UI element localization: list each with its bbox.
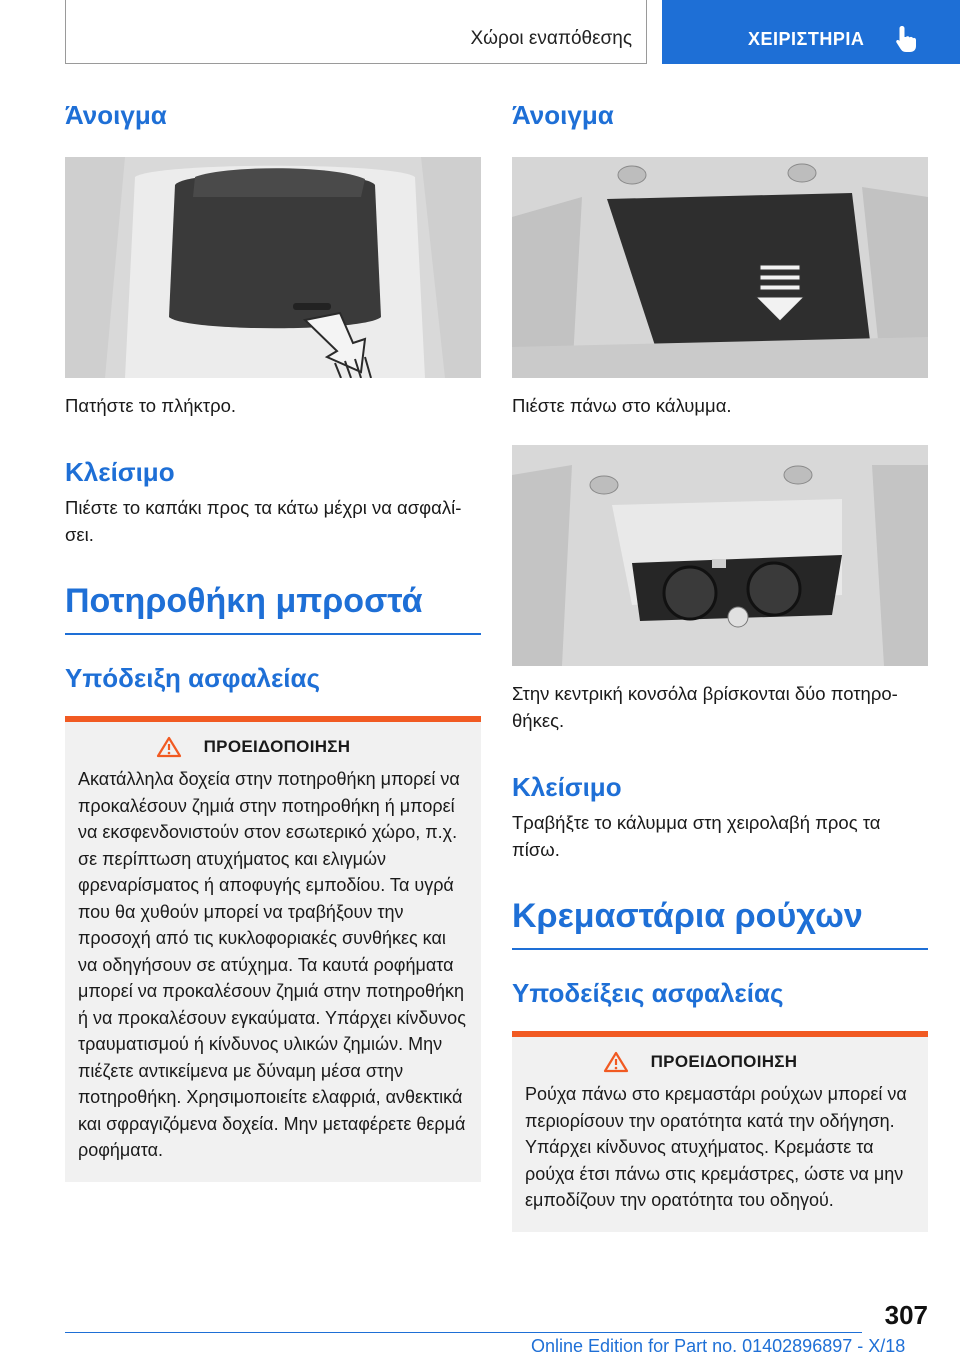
warning-triangle-icon (603, 1051, 629, 1073)
open-caption: Πιέστε πάνω στο κάλυμμα. (512, 395, 732, 416)
open-caption: Πατήστε το πλήκτρο. (65, 395, 237, 416)
warning-triangle-icon (156, 736, 182, 758)
console-cover-illustration (512, 157, 928, 378)
page-number: 307 (884, 1300, 928, 1330)
safety-heading: Υποδείξεις ασφαλείας (512, 978, 784, 1008)
cupholders-svg (512, 445, 928, 666)
warning-title: ΠΡΟΕΙΔΟΠΟΙΗΣΗ (203, 737, 351, 756)
safety-heading: Υπόδειξη ασφαλείας (65, 663, 321, 693)
warning-title: ΠΡΟΕΙΔΟΠΟΙΗΣΗ (650, 1052, 798, 1071)
cupholder-section-title: Ποτηροθήκη μπροστά (65, 582, 423, 620)
armrest-illustration-svg (65, 157, 481, 378)
pointing-hand-icon (894, 24, 922, 54)
cupholders-illustration (512, 445, 928, 666)
open-heading: Άνοιγμα (512, 100, 614, 130)
header-section-title: Χώροι εναπόθεσης (470, 28, 632, 49)
close-heading: Κλείσιμο (512, 772, 622, 802)
close-text: Πιέστε το καπάκι προς τα κάτω μέχρι να ασφαλίσει. (65, 497, 462, 545)
section-rule (65, 633, 481, 635)
open-heading: Άνοιγμα (65, 100, 167, 130)
warning-title-row (78, 736, 468, 758)
close-heading: Κλείσιμο (65, 457, 175, 487)
header-chapter-tab[interactable] (662, 0, 960, 64)
header-section-box (65, 0, 647, 64)
armrest-button-illustration (65, 157, 481, 378)
header-chapter-title: ΧΕΙΡΙΣΤΗΡΙΑ (748, 29, 865, 49)
warning-box (65, 716, 481, 1182)
right-column (512, 100, 928, 1232)
clothes-hooks-section-title: Κρεμαστάρια ρούχων (512, 897, 863, 935)
warning-text: Ρούχα πάνω στο κρεμαστάρι ρούχων μπορεί να περιορίσουν την ορατότητα κατά την οδήγηση. Υπάρχει κίνδυνος ατυχήματος. Κρεμάστε τα ρούχα έτσι πάνω στις κρεμάστρες, ώστε να μην εμποδίζουν την ορατότητα του οδηγού. (525, 1084, 907, 1210)
console-text: Στην κεντρική κονσόλα βρίσκονται δύο ποτηροθήκες. (512, 683, 898, 731)
warning-text: Ακατάλληλα δοχεία στην ποτηροθήκη μπορεί να προκαλέσουν ζημιά στην ποτηροθήκη ή μπορεί να εκσφενδονιστούν στον εσωτερικό χώρο, π.χ. σε περίπτωση ατυχήματος και ελιγμών φρεναρίσματος ή αποφυγής εμποδίου. Τα υγρά που θα χυθούν μπορεί να τραβήξουν την προσοχή από τις κυκλοφοριακές συνθήκες και να οδηγήσουν σε ατύχημα. Τα καυτά ροφήματα μπορεί να προκαλέσουν ζημιά στην ποτηροθήκη ή να προκαλέσουν εγκαύματα. Υπάρχει κίνδυνος τραυματισμού ή κίνδυνος υλικών ζημιών. Μην πιέζετε αντικείμενα με δύναμη μέσα στην ποτηροθήκη. Χρησιμοποιείτε ελαφριά, ανθεκτικά και σφραγιζόμενα δοχεία. Μην μεταφέρετε θερμά ροφήματα. (78, 769, 466, 1160)
warning-box (512, 1031, 928, 1232)
console-cover-svg (512, 157, 928, 378)
footer-rule (65, 1332, 862, 1333)
close-text: Τραβήξτε το κάλυμμα στη χειρολαβή προς τα πίσω. (512, 812, 881, 860)
edition-note: Online Edition for Part no. 01402896897 - X/18 (531, 1336, 906, 1356)
left-column (65, 100, 481, 1182)
section-rule (512, 948, 928, 950)
warning-title-row (525, 1051, 915, 1073)
